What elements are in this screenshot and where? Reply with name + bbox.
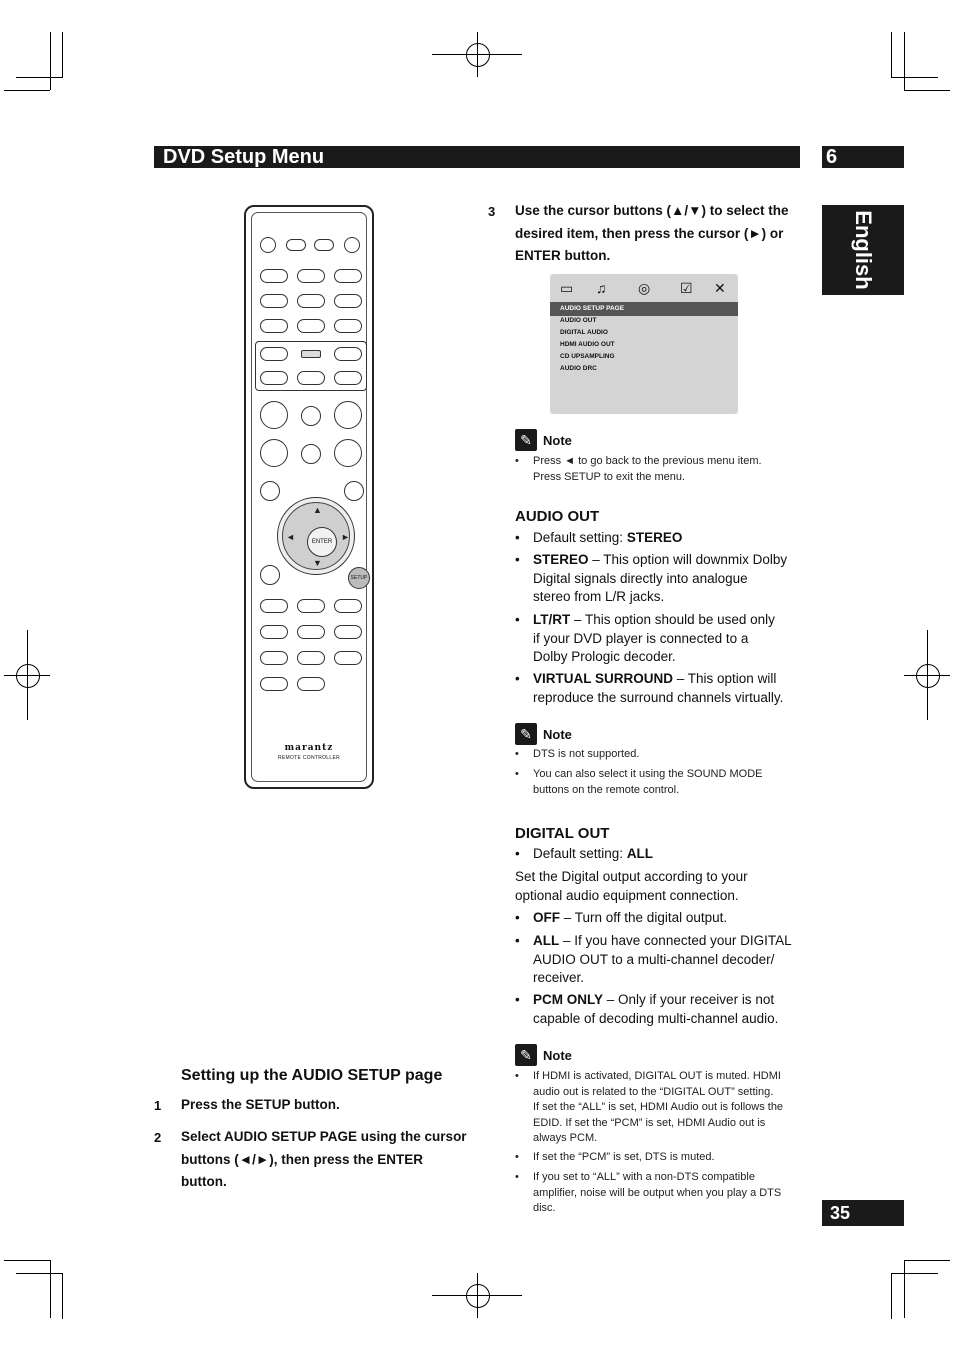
remote-button	[334, 347, 362, 361]
bullet-item: • STEREO – This option will downmix Dolby Digital signals directly into analogue stereo from L/R jacks.	[515, 552, 788, 604]
up-arrow-icon: ▲	[313, 505, 322, 515]
note-item: • Press ◄ to go back to the previous menu item. Press SETUP to exit the menu.	[515, 455, 762, 483]
remote-button	[286, 239, 306, 251]
remote-brand-logo: marantz	[284, 743, 334, 753]
remote-button	[260, 401, 288, 429]
remote-button	[297, 319, 325, 333]
bullet-item: • ALL – If you have connected your DIGITAL AUDIO OUT to a multi-channel decoder/ receiver.	[515, 933, 792, 985]
step-number: 2	[154, 1130, 162, 1145]
remote-button	[301, 444, 321, 464]
dolby-icon: ◎	[638, 280, 651, 296]
speaker-icon: ♫	[596, 280, 607, 296]
remote-button	[297, 269, 325, 283]
remote-button	[334, 625, 362, 639]
paragraph: Set the Digital output according to your optional audio equipment connection.	[515, 869, 748, 903]
remote-button	[297, 625, 325, 639]
remote-button	[260, 677, 288, 691]
remote-button	[334, 401, 362, 429]
note-icon: ✎	[515, 1044, 537, 1066]
remote-button	[260, 294, 288, 308]
setup-button: SETUP	[348, 567, 370, 589]
remote-button	[260, 625, 288, 639]
note-label: Note	[543, 727, 572, 742]
remote-label: REMOTE CONTROLLER	[277, 755, 341, 761]
bullet-item: • PCM ONLY – Only if your receiver is not capable of decoding multi-channel audio.	[515, 992, 779, 1026]
remote-display	[301, 350, 321, 358]
step-number: 3	[488, 204, 496, 219]
section-heading: DIGITAL OUT	[515, 825, 610, 842]
tv-icon: ▭	[560, 280, 574, 296]
step-number: 1	[154, 1098, 162, 1113]
remote-button	[334, 439, 362, 467]
remote-button	[334, 294, 362, 308]
chapter-number: 6	[826, 146, 838, 168]
step-text: Press the SETUP button.	[181, 1097, 340, 1112]
note-icon: ✎	[515, 723, 537, 745]
osd-title: AUDIO SETUP PAGE	[560, 305, 625, 312]
note-item: • DTS is not supported.	[515, 748, 640, 760]
bullet-item: • Default setting: ALL	[515, 846, 654, 861]
bullet-item: • OFF – Turn off the digital output.	[515, 910, 728, 925]
remote-button	[297, 651, 325, 665]
remote-button	[344, 481, 364, 501]
note-icon: ✎	[515, 429, 537, 451]
right-arrow-icon: ►	[341, 532, 350, 542]
remote-button	[301, 406, 321, 426]
remote-button	[260, 237, 276, 253]
remote-button	[344, 237, 360, 253]
remote-button	[260, 319, 288, 333]
note-label: Note	[543, 433, 572, 448]
enter-button: ENTER	[307, 527, 337, 557]
remote-button	[260, 347, 288, 361]
remote-button	[260, 565, 280, 585]
section-heading: Setting up the AUDIO SETUP page	[181, 1067, 443, 1084]
note-item: • If HDMI is activated, DIGITAL OUT is muted. HDMI audio out is related to the “DIGITAL OUT” setting. If set the “ALL” is set, HDMI Audio out is follows the EDID. If set the “PCM” is set, HDMI Audio out is always PCM.	[515, 1070, 784, 1144]
note-label: Note	[543, 1048, 572, 1063]
osd-menu-item: AUDIO OUT	[560, 317, 597, 324]
remote-button	[260, 651, 288, 665]
remote-button	[334, 599, 362, 613]
note-item: • You can also select it using the SOUND MODE buttons on the remote control.	[515, 768, 763, 796]
remote-control-illustration	[244, 205, 374, 789]
note-item: • If you set to “ALL” with a non-DTS compatible amplifier, noise will be output when you play a DTS disc.	[515, 1171, 782, 1214]
step-text: Select AUDIO SETUP PAGE using the cursor	[181, 1129, 467, 1144]
osd-menu-item: AUDIO DRC	[560, 365, 597, 372]
osd-menu-item: HDMI AUDIO OUT	[560, 341, 615, 348]
osd-menu-item: DIGITAL AUDIO	[560, 329, 608, 336]
step-text: desired item, then press the cursor (►) or	[515, 226, 784, 241]
down-arrow-icon: ▼	[313, 558, 322, 568]
remote-button	[260, 269, 288, 283]
bullet-item: • LT/RT – This option should be used only if your DVD player is connected to a Dolby Prologic decoder.	[515, 612, 775, 664]
remote-button	[297, 677, 325, 691]
cursor-pad	[277, 497, 355, 575]
remote-button	[260, 599, 288, 613]
remote-button	[260, 371, 288, 385]
language-tab	[822, 205, 904, 295]
remote-button	[334, 371, 362, 385]
remote-button	[260, 439, 288, 467]
bullet-item: • VIRTUAL SURROUND – This option will reproduce the surround channels virtually.	[515, 671, 784, 705]
video-icon: ☑	[680, 280, 693, 296]
step-text: ENTER button.	[515, 248, 611, 263]
step-text: button.	[181, 1174, 227, 1189]
remote-button	[297, 371, 325, 385]
osd-menu-item: CD UPSAMPLING	[560, 353, 615, 360]
remote-button	[260, 481, 280, 501]
language-label: English	[851, 210, 876, 290]
step-text: Use the cursor buttons (▲/▼) to select the	[515, 203, 789, 218]
exit-icon: ✕	[714, 280, 726, 296]
remote-button	[314, 239, 334, 251]
section-heading: AUDIO OUT	[515, 508, 600, 525]
remote-button	[297, 294, 325, 308]
remote-button	[297, 599, 325, 613]
left-arrow-icon: ◄	[286, 532, 295, 542]
remote-button	[334, 269, 362, 283]
osd-screen	[550, 274, 738, 414]
remote-button	[334, 319, 362, 333]
note-item: • If set the “PCM” is set, DTS is muted.	[515, 1151, 715, 1163]
page-title: DVD Setup Menu	[163, 146, 325, 168]
bullet-item: • Default setting: STEREO	[515, 530, 683, 545]
remote-button	[334, 651, 362, 665]
step-text: buttons (◄/►), then press the ENTER	[181, 1152, 423, 1167]
page-number: 35	[830, 1203, 851, 1223]
